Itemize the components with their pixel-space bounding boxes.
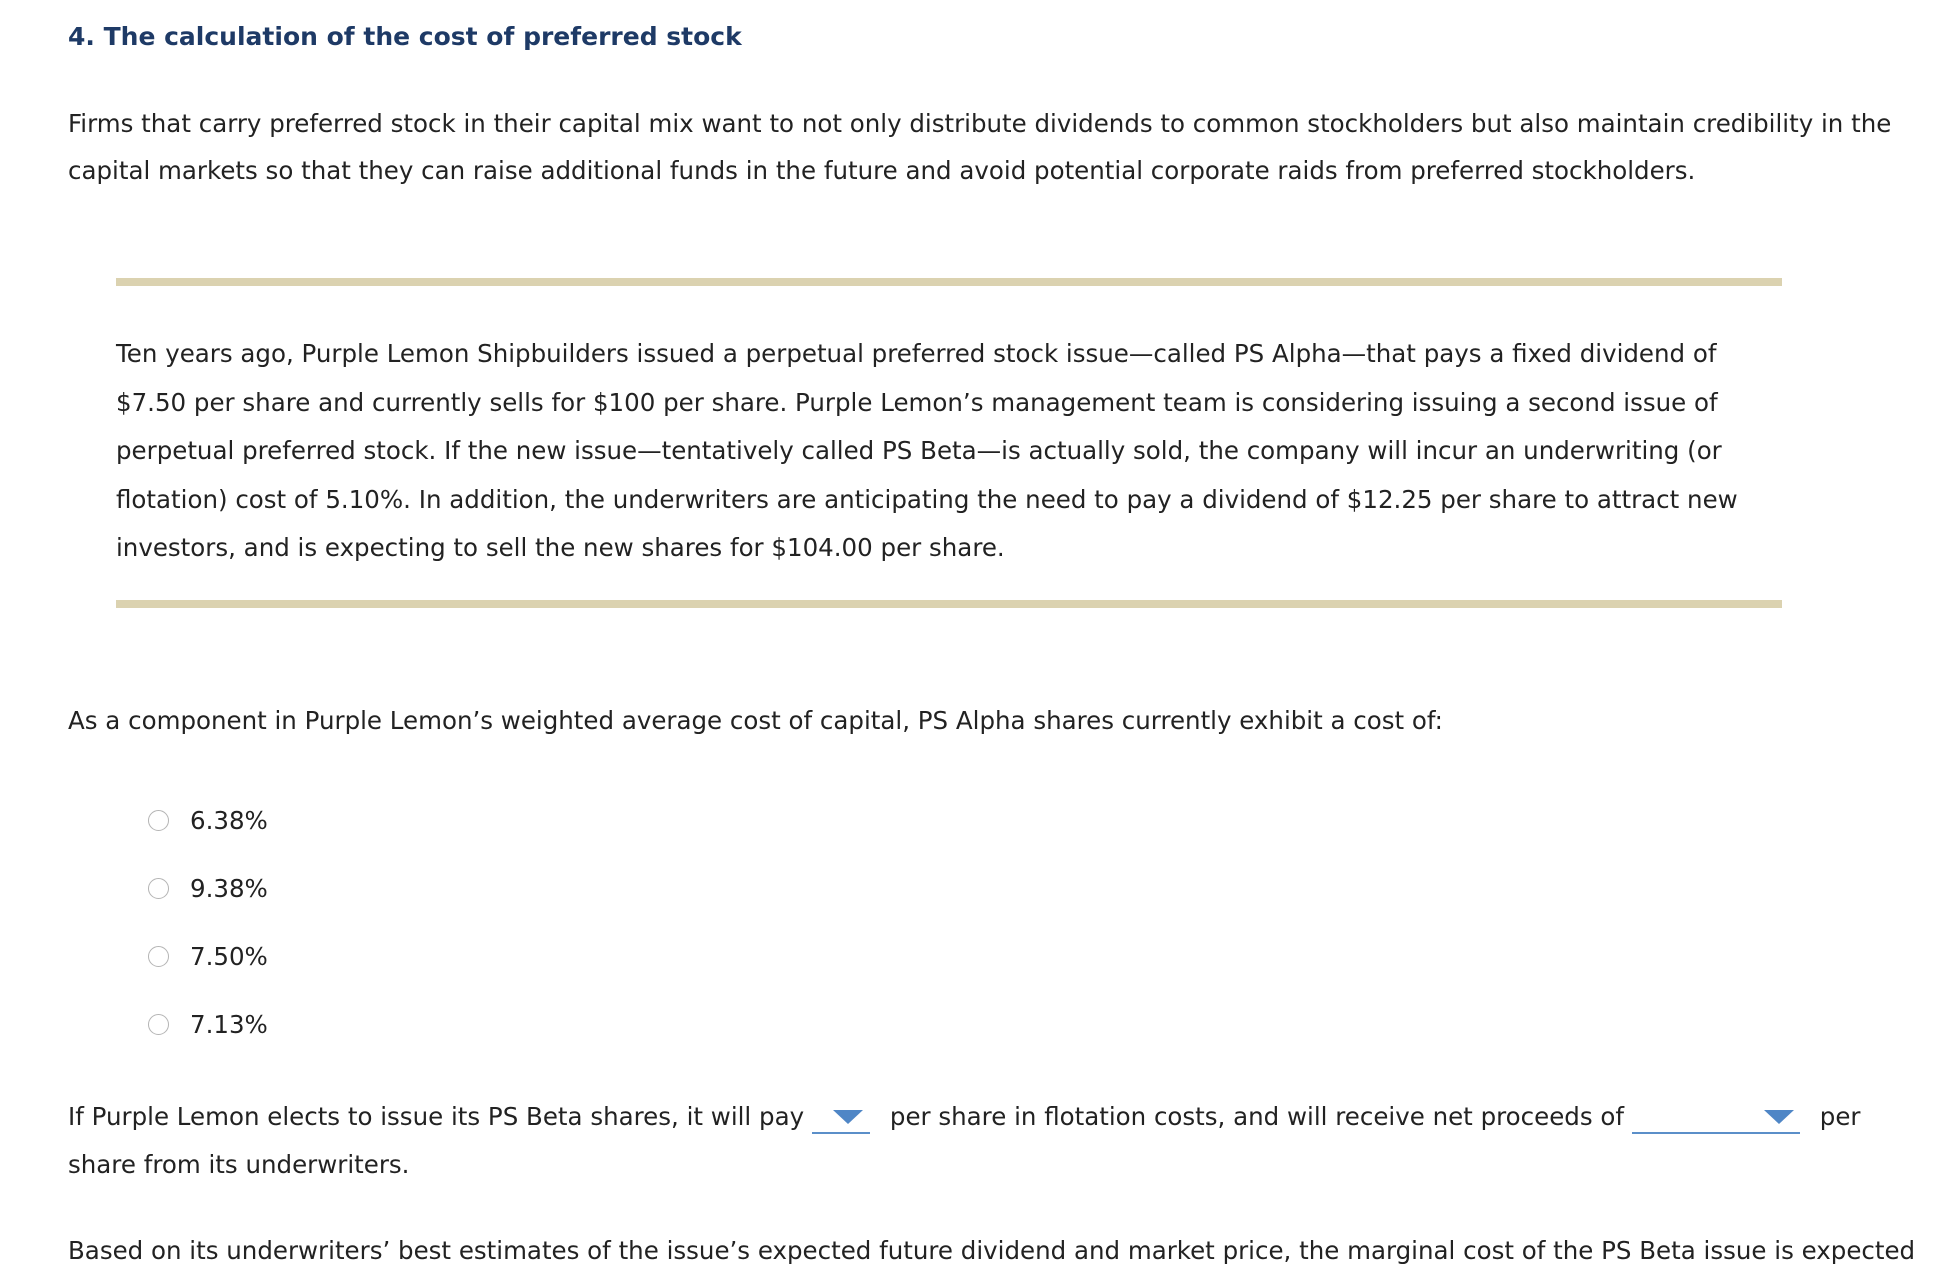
option-3[interactable] (148, 922, 268, 990)
option-label: 7.13% (190, 1009, 268, 1039)
option-label: 7.50% (190, 941, 268, 971)
question2-text (68, 1093, 1898, 1189)
radio-button[interactable] (148, 878, 169, 899)
option-1[interactable] (148, 786, 268, 854)
scenario-box (116, 278, 1782, 608)
net-proceeds-dropdown[interactable] (1632, 1102, 1800, 1134)
option-4[interactable] (148, 990, 268, 1058)
chevron-down-icon[interactable] (1764, 1110, 1794, 1124)
chevron-down-icon[interactable] (833, 1110, 863, 1124)
section-title: 4. The calculation of the cost of preferred stock (68, 22, 742, 51)
intro-paragraph: Firms that carry preferred stock in their capital mix want to not only distribute dividends to common stockholders but also maintain credibility in the capital markets so that they can raise additional funds in the future and avoid potential corporate raids from preferred stockholders. (68, 109, 1892, 185)
question3-text: Based on its underwriters’ best estimates of the issue’s expected future dividend and market price, the marginal cost of the PS Beta issue is expected (68, 1236, 1916, 1265)
flotation-cost-dropdown[interactable] (812, 1102, 870, 1134)
question1-prompt: As a component in Purple Lemon’s weighted average cost of capital, PS Alpha shares currently exhibit a cost of: (68, 706, 1443, 735)
question1-options (148, 786, 268, 1058)
radio-button[interactable] (148, 946, 169, 967)
question2-part2: per share in flotation costs, and will receive net proceeds of (889, 1102, 1624, 1131)
scenario-text: Ten years ago, Purple Lemon Shipbuilders issued a perpetual preferred stock issue—called PS Alpha—that pays a fixed dividend of $7.50 per share and currently sells for $100 per share. Purple Lemon’s management team is considering issuing a second issue of perpetual preferred stock. If the new issue—tentatively called PS Beta—is actually sold, the company will incur an underwriting (or flotation) cost of 5.10%. In addition, the underwriters are anticipating the need to pay a dividend of $12.25 per share to attract new investors, and is expecting to sell the new shares for $104.00 per share. (116, 339, 1738, 562)
option-2[interactable] (148, 854, 268, 922)
question2-part3: per share from its underwriters. (68, 1102, 1861, 1179)
option-label: 6.38% (190, 805, 268, 835)
option-label: 9.38% (190, 873, 268, 903)
question2-part1: If Purple Lemon elects to issue its PS Beta shares, it will pay (68, 1102, 805, 1131)
radio-button[interactable] (148, 1014, 169, 1035)
radio-button[interactable] (148, 810, 169, 831)
